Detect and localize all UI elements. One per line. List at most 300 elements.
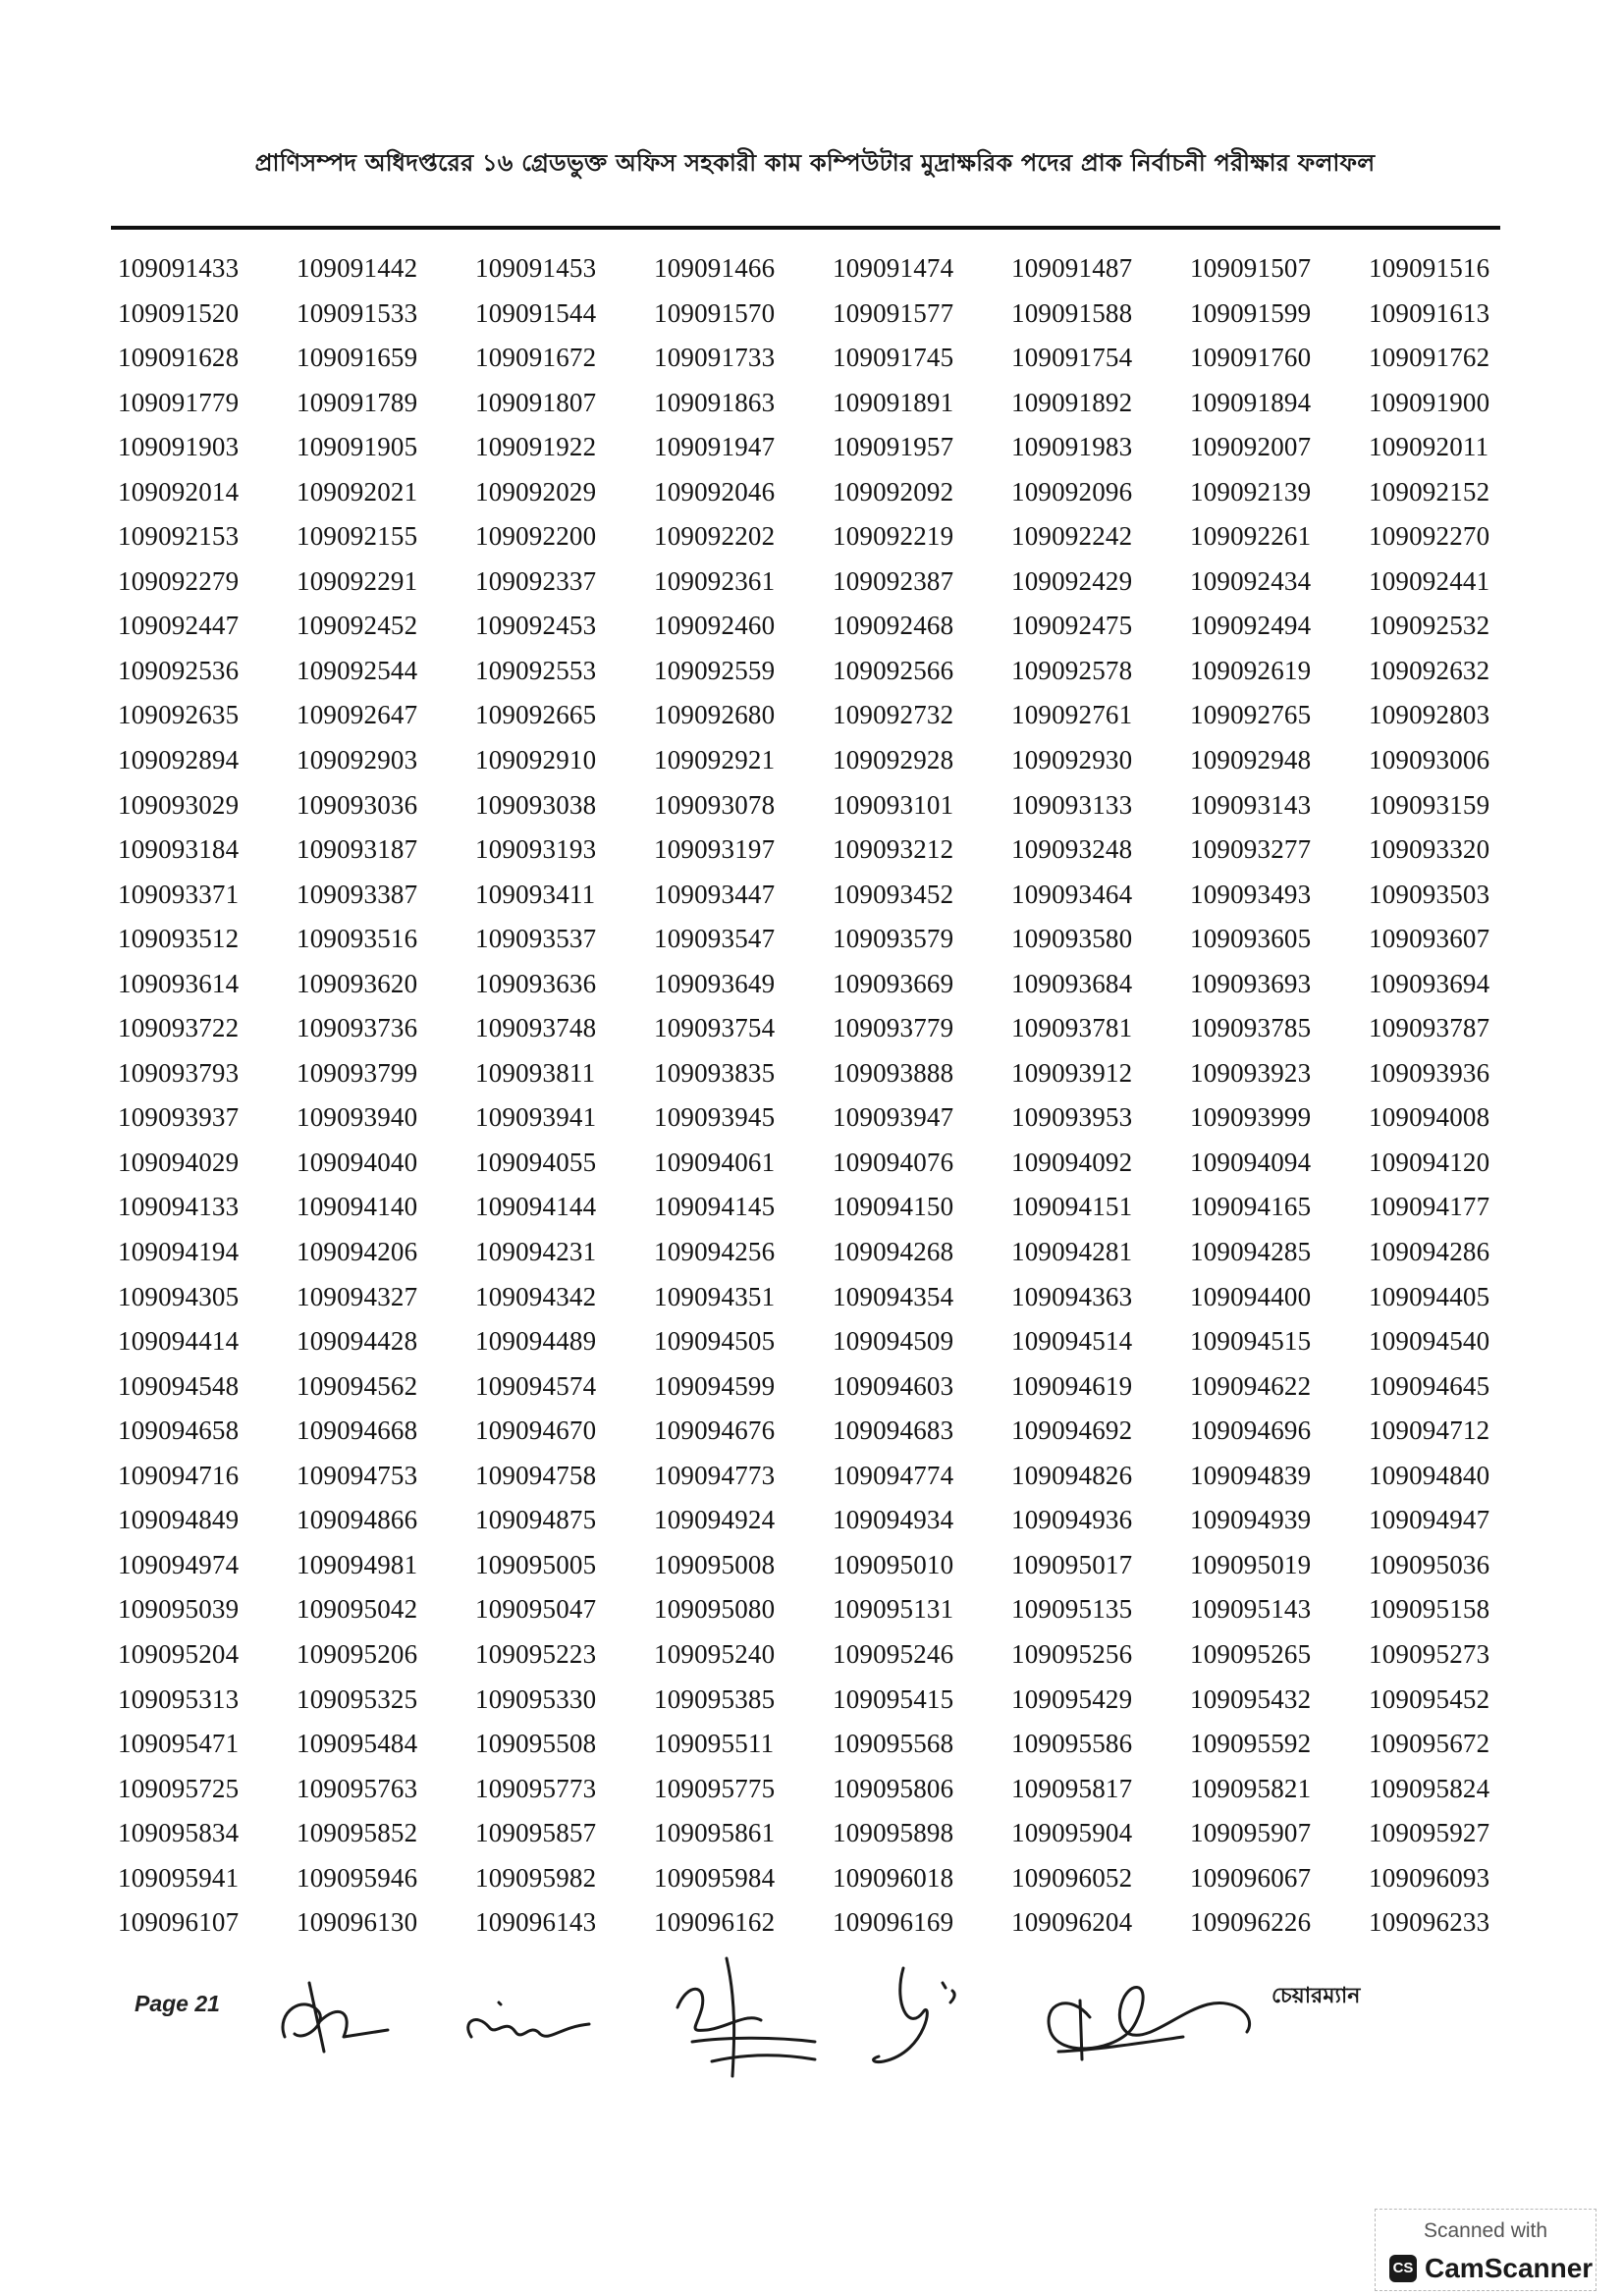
roll-number-cell: 109093684 bbox=[1011, 968, 1133, 998]
roll-number-cell: 109095131 bbox=[833, 1594, 954, 1625]
roll-number-cell: 109093649 bbox=[654, 968, 776, 998]
roll-number-cell: 109091905 bbox=[297, 432, 418, 462]
roll-number-cell: 109094514 bbox=[1011, 1326, 1133, 1357]
roll-number-cell: 109091983 bbox=[1011, 432, 1133, 462]
roll-number-cell: 109092453 bbox=[475, 611, 597, 641]
roll-number-cell: 109092544 bbox=[297, 655, 418, 685]
roll-number-cell: 109092566 bbox=[833, 655, 954, 685]
roll-number-cell: 109092029 bbox=[475, 476, 597, 507]
roll-number-cell: 109094133 bbox=[118, 1192, 240, 1222]
roll-number-cell: 109091453 bbox=[475, 253, 597, 283]
roll-number-cell: 109092928 bbox=[833, 745, 954, 775]
roll-number-cell: 109095385 bbox=[654, 1683, 776, 1714]
roll-number-cell: 109091760 bbox=[1190, 343, 1312, 373]
roll-number-cell: 109093503 bbox=[1369, 879, 1490, 909]
roll-number-grid bbox=[118, 251, 1512, 1950]
roll-number-cell: 109091754 bbox=[1011, 343, 1133, 373]
roll-number-cell: 109094363 bbox=[1011, 1281, 1133, 1311]
roll-number-cell: 109092930 bbox=[1011, 745, 1133, 775]
roll-number-cell: 109092153 bbox=[118, 521, 240, 552]
roll-number-cell: 109093754 bbox=[654, 1013, 776, 1043]
roll-number-cell: 109091903 bbox=[118, 432, 240, 462]
roll-number-cell: 109094286 bbox=[1369, 1237, 1490, 1267]
roll-number-cell: 109093579 bbox=[833, 924, 954, 954]
roll-number-cell: 109094305 bbox=[118, 1281, 240, 1311]
roll-number-cell: 109094194 bbox=[118, 1237, 240, 1267]
roll-number-cell: 109095008 bbox=[654, 1549, 776, 1579]
roll-number-cell: 109095265 bbox=[1190, 1638, 1312, 1669]
roll-number-cell: 109096107 bbox=[118, 1907, 240, 1938]
roll-number-cell: 109091745 bbox=[833, 343, 954, 373]
roll-number-cell: 109094939 bbox=[1190, 1505, 1312, 1535]
roll-number-cell: 109094658 bbox=[118, 1415, 240, 1446]
roll-number-cell: 109094327 bbox=[297, 1281, 418, 1311]
roll-number-cell: 109093779 bbox=[833, 1013, 954, 1043]
roll-number-cell: 109091474 bbox=[833, 253, 954, 283]
roll-number-cell: 109091570 bbox=[654, 297, 776, 328]
roll-number-cell: 109094029 bbox=[118, 1147, 240, 1177]
roll-number-cell: 109092619 bbox=[1190, 655, 1312, 685]
roll-number-cell: 109094285 bbox=[1190, 1237, 1312, 1267]
roll-number-cell: 109095982 bbox=[475, 1862, 597, 1893]
roll-number-cell: 109091733 bbox=[654, 343, 776, 373]
roll-number-cell: 109092632 bbox=[1369, 655, 1490, 685]
roll-number-cell: 109095471 bbox=[118, 1729, 240, 1759]
roll-number-cell: 109095313 bbox=[118, 1683, 240, 1714]
roll-number-cell: 109095273 bbox=[1369, 1638, 1490, 1669]
roll-number-cell: 109094281 bbox=[1011, 1237, 1133, 1267]
roll-number-cell: 109095861 bbox=[654, 1818, 776, 1848]
roll-number-cell: 109094055 bbox=[475, 1147, 597, 1177]
roll-number-cell: 109091577 bbox=[833, 297, 954, 328]
roll-number-cell: 109092910 bbox=[475, 745, 597, 775]
roll-number-cell: 109093607 bbox=[1369, 924, 1490, 954]
roll-number-cell: 109095010 bbox=[833, 1549, 954, 1579]
roll-number-cell: 109095907 bbox=[1190, 1818, 1312, 1848]
roll-number-cell: 109093029 bbox=[118, 789, 240, 820]
roll-number-cell: 109095672 bbox=[1369, 1729, 1490, 1759]
roll-number-cell: 109093038 bbox=[475, 789, 597, 820]
roll-number-cell: 109094094 bbox=[1190, 1147, 1312, 1177]
roll-number-cell: 109095330 bbox=[475, 1683, 597, 1714]
roll-number-cell: 109095725 bbox=[118, 1773, 240, 1803]
roll-number-cell: 109092219 bbox=[833, 521, 954, 552]
roll-number-cell: 109094414 bbox=[118, 1326, 240, 1357]
page-number: Page 21 bbox=[135, 1991, 220, 2016]
roll-number-cell: 109093516 bbox=[297, 924, 418, 954]
roll-number-cell: 109091544 bbox=[475, 297, 597, 328]
roll-number-cell: 109091487 bbox=[1011, 253, 1133, 283]
roll-number-cell: 109092007 bbox=[1190, 432, 1312, 462]
roll-number-cell: 109093912 bbox=[1011, 1057, 1133, 1088]
roll-number-cell: 109094489 bbox=[475, 1326, 597, 1357]
roll-number-cell: 109091466 bbox=[654, 253, 776, 283]
roll-number-cell: 109094758 bbox=[475, 1460, 597, 1490]
roll-number-cell: 109095223 bbox=[475, 1638, 597, 1669]
signature-3 bbox=[677, 1958, 815, 2076]
roll-number-cell: 109094974 bbox=[118, 1549, 240, 1579]
roll-number-cell: 109093101 bbox=[833, 789, 954, 820]
roll-number-cell: 109091892 bbox=[1011, 387, 1133, 417]
roll-number-cell: 109095852 bbox=[297, 1818, 418, 1848]
roll-number-cell: 109093694 bbox=[1369, 968, 1490, 998]
roll-number-cell: 109094509 bbox=[833, 1326, 954, 1357]
roll-number-cell: 109096162 bbox=[654, 1907, 776, 1938]
roll-number-cell: 109092242 bbox=[1011, 521, 1133, 552]
roll-number-cell: 109095204 bbox=[118, 1638, 240, 1669]
roll-number-cell: 109095206 bbox=[297, 1638, 418, 1669]
roll-number-cell: 109091659 bbox=[297, 343, 418, 373]
roll-number-cell: 109095019 bbox=[1190, 1549, 1312, 1579]
roll-number-cell: 109095821 bbox=[1190, 1773, 1312, 1803]
roll-number-cell: 109093580 bbox=[1011, 924, 1133, 954]
roll-number-cell: 109094040 bbox=[297, 1147, 418, 1177]
signature-2 bbox=[468, 2002, 589, 2037]
roll-number-cell: 109092948 bbox=[1190, 745, 1312, 775]
roll-number-cell: 109094405 bbox=[1369, 1281, 1490, 1311]
watermark-top-text: Scanned with bbox=[1423, 2219, 1548, 2242]
roll-number-cell: 109095143 bbox=[1190, 1594, 1312, 1625]
roll-number-cell: 109093787 bbox=[1369, 1013, 1490, 1043]
roll-number-cell: 109091789 bbox=[297, 387, 418, 417]
roll-number-cell: 109095775 bbox=[654, 1773, 776, 1803]
roll-number-cell: 109092532 bbox=[1369, 611, 1490, 641]
roll-number-cell: 109094670 bbox=[475, 1415, 597, 1446]
roll-number-cell: 109091433 bbox=[118, 253, 240, 283]
roll-number-cell: 109091900 bbox=[1369, 387, 1490, 417]
roll-number-cell: 109095568 bbox=[833, 1729, 954, 1759]
roll-number-cell: 109091957 bbox=[833, 432, 954, 462]
roll-number-cell: 109095586 bbox=[1011, 1729, 1133, 1759]
roll-number-cell: 109094562 bbox=[297, 1370, 418, 1401]
roll-number-cell: 109096169 bbox=[833, 1907, 954, 1938]
roll-number-cell: 109095817 bbox=[1011, 1773, 1133, 1803]
roll-number-cell: 109094676 bbox=[654, 1415, 776, 1446]
roll-number-cell: 109093811 bbox=[475, 1057, 596, 1088]
signatures bbox=[265, 1944, 1345, 2091]
roll-number-cell: 109094342 bbox=[475, 1281, 597, 1311]
roll-number-cell: 109092014 bbox=[118, 476, 240, 507]
roll-number-cell: 109092921 bbox=[654, 745, 776, 775]
roll-number-cell: 109092434 bbox=[1190, 565, 1312, 596]
roll-number-cell: 109092139 bbox=[1190, 476, 1312, 507]
roll-number-cell: 109094400 bbox=[1190, 1281, 1312, 1311]
roll-number-cell: 109094947 bbox=[1369, 1505, 1490, 1535]
roll-number-cell: 109095763 bbox=[297, 1773, 418, 1803]
roll-number-cell: 109093187 bbox=[297, 834, 418, 865]
roll-number-cell: 109091613 bbox=[1369, 297, 1490, 328]
roll-number-cell: 109094875 bbox=[475, 1505, 597, 1535]
roll-number-cell: 109092441 bbox=[1369, 565, 1490, 596]
roll-number-cell: 109092261 bbox=[1190, 521, 1312, 552]
roll-number-cell: 109093447 bbox=[654, 879, 776, 909]
roll-number-cell: 109094177 bbox=[1369, 1192, 1490, 1222]
roll-number-cell: 109093636 bbox=[475, 968, 597, 998]
roll-number-cell: 109093923 bbox=[1190, 1057, 1312, 1088]
roll-number-cell: 109092155 bbox=[297, 521, 418, 552]
roll-number-cell: 109092291 bbox=[297, 565, 418, 596]
roll-number-cell: 109092021 bbox=[297, 476, 418, 507]
roll-number-cell: 109093669 bbox=[833, 968, 954, 998]
roll-number-cell: 109092765 bbox=[1190, 700, 1312, 730]
roll-number-cell: 109093793 bbox=[118, 1057, 240, 1088]
roll-number-cell: 109094696 bbox=[1190, 1415, 1312, 1446]
roll-number-cell: 109093411 bbox=[475, 879, 596, 909]
watermark-brand: CamScanner bbox=[1425, 2253, 1594, 2283]
roll-number-cell: 109094692 bbox=[1011, 1415, 1133, 1446]
roll-number-cell: 109093320 bbox=[1369, 834, 1490, 865]
roll-number-cell: 109093799 bbox=[297, 1057, 418, 1088]
roll-number-cell: 109094849 bbox=[118, 1505, 240, 1535]
roll-number-cell: 109093493 bbox=[1190, 879, 1312, 909]
roll-number-cell: 109092202 bbox=[654, 521, 776, 552]
roll-number-cell: 109093614 bbox=[118, 968, 240, 998]
roll-number-cell: 109096052 bbox=[1011, 1862, 1133, 1893]
roll-number-cell: 109095135 bbox=[1011, 1594, 1133, 1625]
roll-number-cell: 109094092 bbox=[1011, 1147, 1133, 1177]
roll-number-cell: 109095898 bbox=[833, 1818, 954, 1848]
roll-number-cell: 109092732 bbox=[833, 700, 954, 730]
roll-number-cell: 109093248 bbox=[1011, 834, 1133, 865]
roll-number-cell: 109093605 bbox=[1190, 924, 1312, 954]
roll-number-cell: 109091947 bbox=[654, 432, 776, 462]
roll-number-cell: 109094712 bbox=[1369, 1415, 1490, 1446]
roll-number-cell: 109094622 bbox=[1190, 1370, 1312, 1401]
roll-number-cell: 109092361 bbox=[654, 565, 776, 596]
roll-number-cell: 109092536 bbox=[118, 655, 240, 685]
roll-number-cell: 109092494 bbox=[1190, 611, 1312, 641]
roll-number-cell: 109094165 bbox=[1190, 1192, 1312, 1222]
roll-number-cell: 109095047 bbox=[475, 1594, 597, 1625]
roll-number-cell: 109095834 bbox=[118, 1818, 240, 1848]
roll-number-cell: 109096233 bbox=[1369, 1907, 1490, 1938]
roll-number-cell: 109095017 bbox=[1011, 1549, 1133, 1579]
roll-number-cell: 109092559 bbox=[654, 655, 776, 685]
roll-number-cell: 109092152 bbox=[1369, 476, 1490, 507]
roll-number-cell: 109096018 bbox=[833, 1862, 954, 1893]
roll-number-cell: 109092096 bbox=[1011, 476, 1133, 507]
roll-number-cell: 109092429 bbox=[1011, 565, 1133, 596]
roll-number-cell: 109094753 bbox=[297, 1460, 418, 1490]
roll-number-cell: 109093184 bbox=[118, 834, 240, 865]
roll-number-cell: 109092468 bbox=[833, 611, 954, 641]
roll-number-cell: 109092337 bbox=[475, 565, 597, 596]
roll-number-cell: 109093748 bbox=[475, 1013, 597, 1043]
roll-number-cell: 109093036 bbox=[297, 789, 418, 820]
roll-number-cell: 109094428 bbox=[297, 1326, 418, 1357]
roll-number-cell: 109095415 bbox=[833, 1683, 954, 1714]
roll-number-cell: 109095042 bbox=[297, 1594, 418, 1625]
roll-number-cell: 109094934 bbox=[833, 1505, 954, 1535]
roll-number-cell: 109093547 bbox=[654, 924, 776, 954]
roll-number-cell: 109093452 bbox=[833, 879, 954, 909]
roll-number-cell: 109096143 bbox=[475, 1907, 597, 1938]
roll-number-cell: 109093620 bbox=[297, 968, 418, 998]
roll-number-cell: 109091762 bbox=[1369, 343, 1490, 373]
roll-number-cell: 109092092 bbox=[833, 476, 954, 507]
roll-number-cell: 109093143 bbox=[1190, 789, 1312, 820]
roll-number-cell: 109093888 bbox=[833, 1057, 954, 1088]
roll-number-cell: 109092553 bbox=[475, 655, 597, 685]
roll-number-cell: 109096130 bbox=[297, 1907, 418, 1938]
roll-number-cell: 109093512 bbox=[118, 924, 240, 954]
roll-number-cell: 109093953 bbox=[1011, 1102, 1133, 1133]
chairman-label: চেয়ারম্যান bbox=[1271, 1984, 1361, 2008]
signature-1 bbox=[283, 1983, 388, 2052]
roll-number-cell: 109094603 bbox=[833, 1370, 954, 1401]
roll-number-cell: 109093197 bbox=[654, 834, 776, 865]
roll-number-cell: 109093159 bbox=[1369, 789, 1490, 820]
roll-number-cell: 109095080 bbox=[654, 1594, 776, 1625]
roll-number-cell: 109094354 bbox=[833, 1281, 954, 1311]
roll-number-cell: 109092475 bbox=[1011, 611, 1133, 641]
roll-number-cell: 109093940 bbox=[297, 1102, 418, 1133]
roll-number-cell: 109096067 bbox=[1190, 1862, 1312, 1893]
roll-number-cell: 109095246 bbox=[833, 1638, 954, 1669]
roll-number-cell: 109094683 bbox=[833, 1415, 954, 1446]
roll-number-cell: 109094773 bbox=[654, 1460, 776, 1490]
roll-number-cell: 109094144 bbox=[475, 1192, 597, 1222]
roll-number-cell: 109092460 bbox=[654, 611, 776, 641]
roll-number-cell: 109091533 bbox=[297, 297, 418, 328]
roll-number-cell: 109095824 bbox=[1369, 1773, 1490, 1803]
roll-number-cell: 109092452 bbox=[297, 611, 418, 641]
roll-number-cell: 109094840 bbox=[1369, 1460, 1490, 1490]
roll-number-cell: 109091807 bbox=[475, 387, 597, 417]
roll-number-cell: 109092894 bbox=[118, 745, 240, 775]
roll-number-cell: 109094515 bbox=[1190, 1326, 1312, 1357]
roll-number-cell: 109094981 bbox=[297, 1549, 418, 1579]
roll-number-cell: 109095325 bbox=[297, 1683, 418, 1714]
roll-number-cell: 109094076 bbox=[833, 1147, 954, 1177]
roll-number-cell: 109093133 bbox=[1011, 789, 1133, 820]
roll-number-cell: 109093947 bbox=[833, 1102, 954, 1133]
roll-number-cell: 109093941 bbox=[475, 1102, 597, 1133]
roll-number-cell: 109091588 bbox=[1011, 297, 1133, 328]
roll-number-cell: 109092279 bbox=[118, 565, 240, 596]
roll-number-cell: 109094150 bbox=[833, 1192, 954, 1222]
roll-number-cell: 109092046 bbox=[654, 476, 776, 507]
roll-number-cell: 109092665 bbox=[475, 700, 597, 730]
roll-number-cell: 109095256 bbox=[1011, 1638, 1133, 1669]
roll-number-cell: 109095452 bbox=[1369, 1683, 1490, 1714]
roll-number-cell: 109092200 bbox=[475, 521, 597, 552]
roll-number-cell: 109091599 bbox=[1190, 297, 1312, 328]
roll-number-cell: 109093193 bbox=[475, 834, 597, 865]
roll-number-cell: 109094924 bbox=[654, 1505, 776, 1535]
roll-number-cell: 109094351 bbox=[654, 1281, 776, 1311]
roll-number-cell: 109094774 bbox=[833, 1460, 954, 1490]
roll-number-cell: 109094866 bbox=[297, 1505, 418, 1535]
roll-number-cell: 109096226 bbox=[1190, 1907, 1312, 1938]
roll-number-cell: 109092270 bbox=[1369, 521, 1490, 552]
roll-number-cell: 109095927 bbox=[1369, 1818, 1490, 1848]
roll-number-cell: 109091894 bbox=[1190, 387, 1312, 417]
roll-number-cell: 109094936 bbox=[1011, 1505, 1133, 1535]
roll-number-cell: 109094548 bbox=[118, 1370, 240, 1401]
roll-number-cell: 109092447 bbox=[118, 611, 240, 641]
roll-number-cell: 109091891 bbox=[833, 387, 954, 417]
roll-number-cell: 109095904 bbox=[1011, 1818, 1133, 1848]
roll-number-cell: 109094540 bbox=[1369, 1326, 1490, 1357]
roll-number-cell: 109091516 bbox=[1369, 253, 1490, 283]
roll-number-cell: 109092903 bbox=[297, 745, 418, 775]
roll-number-cell: 109093078 bbox=[654, 789, 776, 820]
roll-number-cell: 109093785 bbox=[1190, 1013, 1312, 1043]
roll-number-cell: 109094206 bbox=[297, 1237, 418, 1267]
roll-number-cell: 109093936 bbox=[1369, 1057, 1490, 1088]
roll-number-cell: 109095484 bbox=[297, 1729, 418, 1759]
roll-number-cell: 109091779 bbox=[118, 387, 240, 417]
signature-4 bbox=[874, 1968, 955, 2062]
roll-number-cell: 109092011 bbox=[1369, 432, 1489, 462]
roll-number-cell: 109093781 bbox=[1011, 1013, 1133, 1043]
page-title: প্রাণিসম্পদ অধিদপ্তরের ১৬ গ্রেডভুক্ত অফিস সহকারী কাম কম্পিউটার মুদ্রাক্ষরিক পদের প্রাক নির্বাচনী পরীক্ষার ফলাফল bbox=[254, 149, 1376, 177]
roll-number-cell: 109092761 bbox=[1011, 700, 1133, 730]
roll-number-cell: 109091863 bbox=[654, 387, 776, 417]
roll-number-cell: 109095941 bbox=[118, 1862, 240, 1893]
roll-number-cell: 109094668 bbox=[297, 1415, 418, 1446]
roll-number-cell: 109094839 bbox=[1190, 1460, 1312, 1490]
roll-number-cell: 109094268 bbox=[833, 1237, 954, 1267]
camscanner-watermark bbox=[1375, 2209, 1596, 2291]
roll-number-cell: 109093722 bbox=[118, 1013, 240, 1043]
roll-number-cell: 109094716 bbox=[118, 1460, 240, 1490]
roll-number-cell: 109093277 bbox=[1190, 834, 1312, 865]
roll-number-cell: 109095984 bbox=[654, 1862, 776, 1893]
roll-number-cell: 109093835 bbox=[654, 1057, 776, 1088]
roll-number-cell: 109093945 bbox=[654, 1102, 776, 1133]
roll-number-cell: 109094140 bbox=[297, 1192, 418, 1222]
roll-number-cell: 109095158 bbox=[1369, 1594, 1490, 1625]
roll-number-cell: 109093006 bbox=[1369, 745, 1490, 775]
roll-number-cell: 109094145 bbox=[654, 1192, 776, 1222]
roll-number-cell: 109093537 bbox=[475, 924, 597, 954]
roll-number-cell: 109094151 bbox=[1011, 1192, 1133, 1222]
roll-number-cell: 109092680 bbox=[654, 700, 776, 730]
roll-number-cell: 109093937 bbox=[118, 1102, 240, 1133]
roll-number-cell: 109095429 bbox=[1011, 1683, 1133, 1714]
roll-number-cell: 109095511 bbox=[654, 1729, 775, 1759]
roll-number-cell: 109095240 bbox=[654, 1638, 776, 1669]
roll-number-cell: 109095806 bbox=[833, 1773, 954, 1803]
roll-number-cell: 109092803 bbox=[1369, 700, 1490, 730]
roll-number-cell: 109096093 bbox=[1369, 1862, 1490, 1893]
roll-number-cell: 109093464 bbox=[1011, 879, 1133, 909]
signature-5 bbox=[1049, 1988, 1250, 2059]
roll-number-cell: 109094599 bbox=[654, 1370, 776, 1401]
roll-number-cell: 109096204 bbox=[1011, 1907, 1133, 1938]
roll-number-cell: 109094256 bbox=[654, 1237, 776, 1267]
header-divider bbox=[111, 226, 1500, 230]
roll-number-cell: 109092578 bbox=[1011, 655, 1133, 685]
roll-number-cell: 109095039 bbox=[118, 1594, 240, 1625]
roll-number-cell: 109094645 bbox=[1369, 1370, 1490, 1401]
roll-number-cell: 109094574 bbox=[475, 1370, 597, 1401]
roll-number-cell: 109095005 bbox=[475, 1549, 597, 1579]
roll-number-cell: 109091507 bbox=[1190, 253, 1312, 283]
roll-number-cell: 109094061 bbox=[654, 1147, 776, 1177]
roll-number-cell: 109094231 bbox=[475, 1237, 597, 1267]
roll-number-cell: 109093736 bbox=[297, 1013, 418, 1043]
roll-number-cell: 109093693 bbox=[1190, 968, 1312, 998]
roll-number-cell: 109093212 bbox=[833, 834, 954, 865]
roll-number-cell: 109092387 bbox=[833, 565, 954, 596]
roll-number-cell: 109091672 bbox=[475, 343, 597, 373]
camscanner-logo-icon: CS bbox=[1389, 2255, 1417, 2282]
roll-number-cell: 109091442 bbox=[297, 253, 418, 283]
roll-number-cell: 109092647 bbox=[297, 700, 418, 730]
